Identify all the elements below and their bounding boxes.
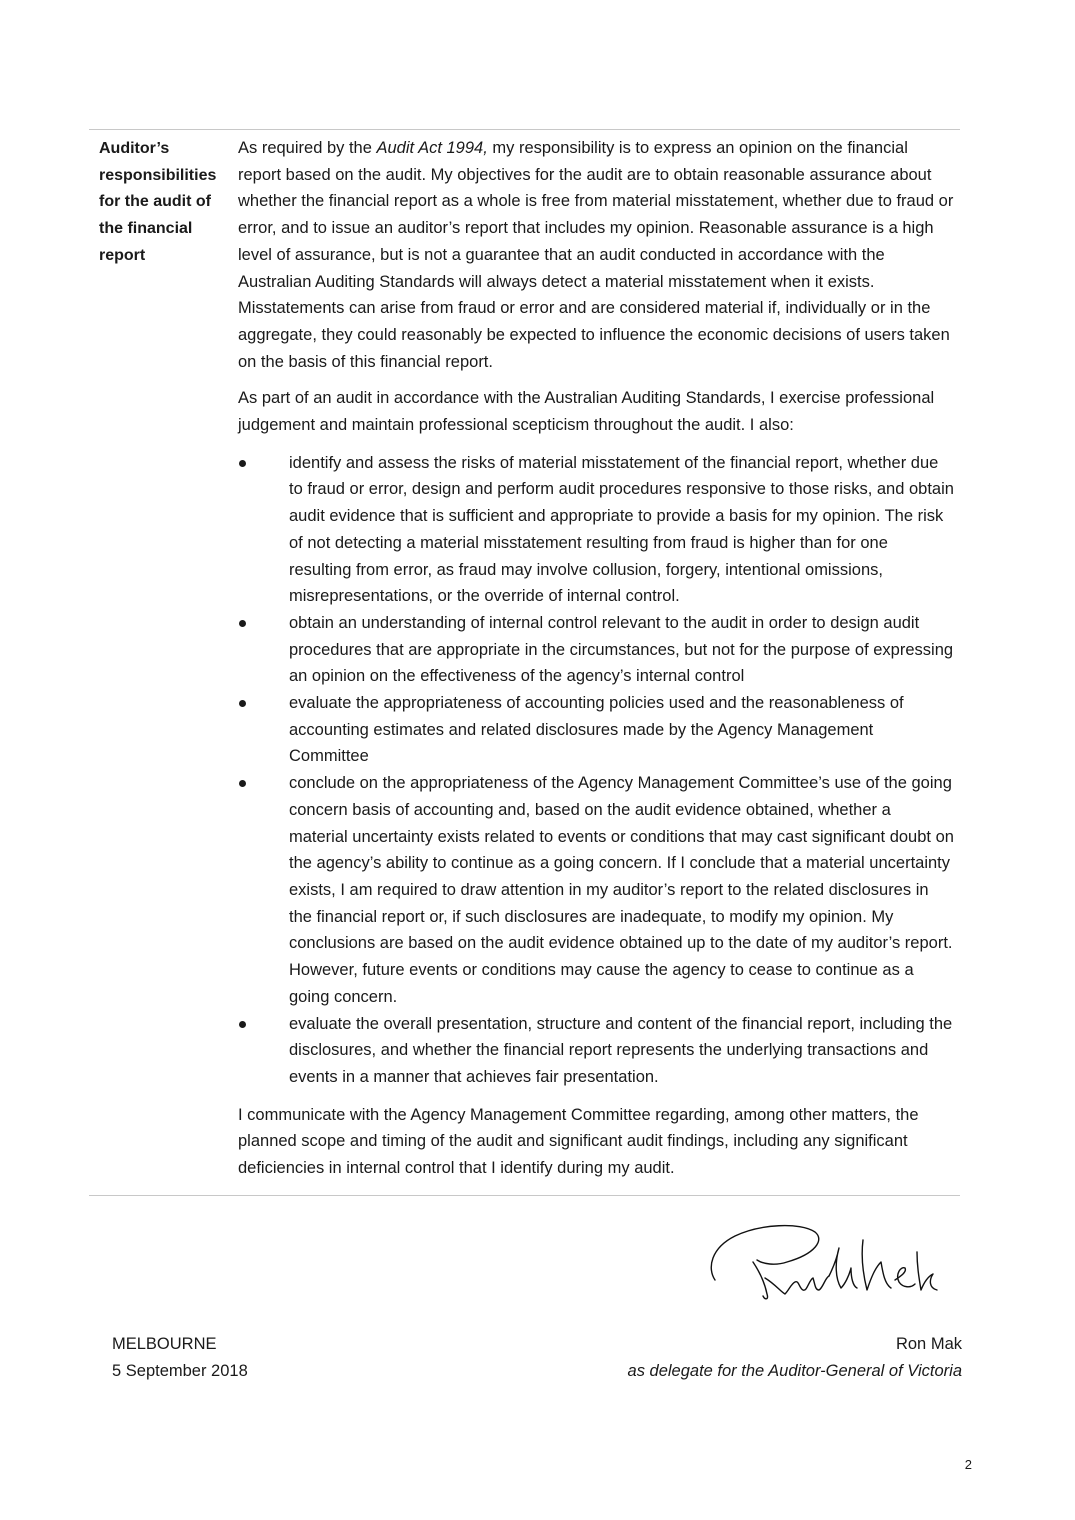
- signature-image: [705, 1218, 945, 1308]
- signoff-date: 5 September 2018: [112, 1361, 248, 1380]
- list-item-text: identify and assess the risks of material misstatement of the financial report, whether due to fraud or error, design and perform audit procedures responsive to those risks, and obtain audit evidence that is sufficient and appropriate to provide a basis for my opinion. The risk of not detecting a material misstatement resulting from fraud is higher than for one resulting from error, as fraud may involve collusion, forgery, intentional omissions, misrepresentations, or the override of internal control.: [289, 453, 954, 606]
- signoff-signatory: [628, 1331, 962, 1384]
- list-item: [238, 610, 954, 690]
- audit-act-title: Audit Act 1994,: [376, 139, 488, 157]
- bullet-icon: [239, 460, 246, 467]
- section-heading: Auditor’s responsibilities for the audit of the financial report: [99, 140, 217, 264]
- top-divider: [89, 129, 960, 130]
- list-item-text: obtain an understanding of internal control relevant to the audit in order to design audit procedures that are appropriate in the circumstances, but not for the purpose of expressing an opinion on the effectiveness of the agency’s internal control: [289, 613, 954, 686]
- responsibility-list: [238, 450, 954, 1091]
- list-item-text: evaluate the appropriateness of accounting policies used and the reasonableness of accounting estimates and related disclosures made by the Agency Management Committee: [289, 694, 904, 766]
- list-item: [238, 1011, 954, 1091]
- body-column: [238, 135, 954, 1182]
- signoff-city: MELBOURNE: [112, 1335, 217, 1353]
- list-item-text: evaluate the overall presentation, structure and content of the financial report, including the disclosures, and whether the financial report represents the underlying transactions and events in a manner that achieves fair presentation.: [289, 1014, 953, 1086]
- bullet-icon: [239, 620, 246, 627]
- paragraph-1-lead: As required by the: [238, 139, 377, 157]
- paragraph-1-rest: my responsibility is to express an opinion on the financial report based on the audit. My objectives for the audit are to obtain reasonable assurance about whether the financial report as a whole is free from material misstatement, whether due to fraud or error, and to issue an auditor’s report that includes my opinion. Reasonable assurance is a high level of assurance, but is not a guarantee that an audit conducted in accordance with the Australian Auditing Standards will always detect a material misstatement when it exists. Misstatements can arise from fraud or error and are considered material if, individually or in the aggregate, they could reasonably be expected to influence the economic decisions of users taken on the basis of this financial report.: [238, 139, 954, 371]
- page-number: 2: [964, 1457, 972, 1472]
- paragraph-1: [238, 135, 954, 375]
- paragraph-2: As part of an audit in accordance with the Australian Auditing Standards, I exercise professional judgement and maintain professional scepticism throughout the audit. I also:: [238, 389, 935, 435]
- bullet-icon: [239, 700, 246, 707]
- list-item-text: conclude on the appropriateness of the Agency Management Committee’s use of the going concern basis of accounting and, based on the audit evidence obtained, whether a material uncertainty exists related to events or conditions that may cast significant doubt on the agency’s ability to continue as a going concern. If I conclude that a material uncertainty exists, I am required to draw attention in my auditor’s report to the related disclosures in the financial report or, if such disclosures are inadequate, to modify my opinion. My conclusions are based on the audit evidence obtained up to the date of my auditor’s report. However, future events or conditions may cause the agency to cease to continue as a going concern.: [289, 774, 954, 1006]
- signatory-role: as delegate for the Auditor-General of Victoria: [627, 1361, 962, 1380]
- signatory-name: Ron Mak: [895, 1335, 962, 1353]
- list-item: [238, 450, 954, 610]
- bullet-icon: [239, 1021, 246, 1028]
- list-item: [238, 770, 954, 1010]
- bottom-divider: [89, 1195, 960, 1196]
- signoff-location-date: [112, 1331, 248, 1384]
- list-item: [238, 690, 954, 770]
- paragraph-3: I communicate with the Agency Management Committee regarding, among other matters, the planned scope and timing of the audit and significant audit findings, including any significant deficiencies in internal control that I identify during my audit.: [238, 1105, 919, 1178]
- bullet-icon: [239, 780, 246, 787]
